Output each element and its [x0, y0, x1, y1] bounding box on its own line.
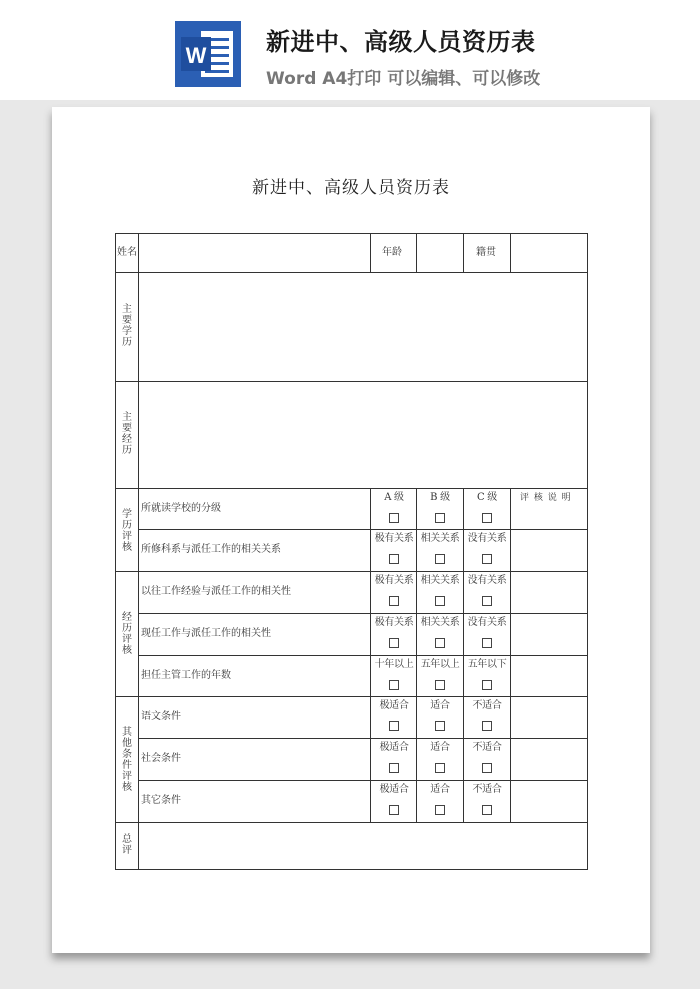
option-cell	[464, 741, 510, 773]
option-checkbox[interactable]	[435, 763, 445, 773]
age-field[interactable]	[417, 234, 463, 272]
option-cell	[371, 616, 417, 648]
summary-label: 总 评	[122, 834, 132, 856]
criterion-label: 语文条件	[141, 711, 181, 722]
exp-eval-label: 经 历 评 核	[122, 612, 132, 656]
option-label: A 级	[384, 492, 404, 503]
criterion-label: 所修科系与派任工作的相关关系	[141, 544, 281, 555]
option-cell	[464, 783, 510, 815]
document-title: 新进中、高级人员资历表	[252, 178, 450, 198]
option-cell	[417, 658, 463, 690]
option-cell	[464, 491, 510, 523]
option-label: 没有关系	[467, 533, 507, 544]
option-cell	[464, 532, 510, 564]
option-label: 不适合	[472, 784, 502, 795]
edu-eval-label: 学 历 评 核	[122, 509, 132, 553]
option-label: 极有关系	[374, 617, 414, 628]
page-title: 新进中、高级人员资历表	[266, 28, 536, 56]
option-label: 十年以上	[374, 659, 414, 670]
option-checkbox[interactable]	[389, 680, 399, 690]
option-cell	[464, 616, 510, 648]
option-checkbox[interactable]	[389, 554, 399, 564]
eval-note-label: 评 核 说 明	[520, 493, 572, 503]
education-label: 主 要 学 历	[122, 304, 132, 348]
option-label: 适合	[430, 784, 450, 795]
option-label: 适合	[430, 742, 450, 753]
option-checkbox[interactable]	[482, 721, 492, 731]
criterion-label: 担任主管工作的年数	[141, 670, 231, 681]
option-checkbox[interactable]	[482, 763, 492, 773]
option-cell	[464, 658, 510, 690]
option-checkbox[interactable]	[435, 596, 445, 606]
name-field[interactable]	[139, 234, 370, 272]
option-checkbox[interactable]	[389, 763, 399, 773]
option-cell	[417, 783, 463, 815]
origin-field[interactable]	[511, 234, 587, 272]
option-label: 极有关系	[374, 575, 414, 586]
option-checkbox[interactable]	[435, 638, 445, 648]
option-cell	[464, 699, 510, 731]
option-cell	[371, 741, 417, 773]
option-checkbox[interactable]	[482, 680, 492, 690]
criterion-label: 其它条件	[141, 795, 181, 806]
option-label: 极适合	[379, 784, 409, 795]
option-checkbox[interactable]	[435, 554, 445, 564]
option-checkbox[interactable]	[389, 805, 399, 815]
option-cell	[417, 616, 463, 648]
criterion-label: 以往工作经验与派任工作的相关性	[141, 586, 291, 597]
summary-field[interactable]	[139, 823, 587, 869]
age-label: 年龄	[382, 247, 402, 258]
option-label: 适合	[430, 700, 450, 711]
option-checkbox[interactable]	[389, 721, 399, 731]
education-field[interactable]	[139, 273, 587, 381]
option-label: 相关关系	[420, 617, 460, 628]
option-label: 没有关系	[467, 575, 507, 586]
option-label: 极有关系	[374, 533, 414, 544]
option-checkbox[interactable]	[435, 721, 445, 731]
option-cell	[417, 741, 463, 773]
word-icon	[175, 21, 241, 87]
origin-label: 籍贯	[476, 247, 496, 258]
option-checkbox[interactable]	[482, 638, 492, 648]
experience-field[interactable]	[139, 382, 587, 488]
option-checkbox[interactable]	[435, 805, 445, 815]
option-checkbox[interactable]	[389, 596, 399, 606]
page-subtitle: Word A4打印 可以编辑、可以修改	[266, 69, 541, 89]
option-cell	[371, 491, 417, 523]
criterion-label: 现任工作与派任工作的相关性	[141, 628, 271, 639]
option-label: B 级	[430, 492, 450, 503]
option-cell	[371, 783, 417, 815]
option-cell	[464, 574, 510, 606]
option-label: 没有关系	[467, 617, 507, 628]
experience-label: 主 要 经 历	[122, 412, 132, 456]
option-checkbox[interactable]	[482, 805, 492, 815]
name-label: 姓名	[117, 247, 137, 258]
option-cell	[371, 574, 417, 606]
option-checkbox[interactable]	[389, 513, 399, 523]
option-label: 不适合	[472, 700, 502, 711]
option-checkbox[interactable]	[482, 554, 492, 564]
criterion-label: 所就读学校的分级	[141, 503, 221, 514]
option-cell	[417, 699, 463, 731]
word-icon-letter: W	[185, 43, 207, 68]
option-label: 极适合	[379, 742, 409, 753]
option-label: 五年以上	[420, 659, 460, 670]
option-label: 不适合	[472, 742, 502, 753]
option-label: C 级	[477, 492, 497, 503]
option-checkbox[interactable]	[435, 680, 445, 690]
option-checkbox[interactable]	[389, 638, 399, 648]
option-cell	[371, 532, 417, 564]
option-checkbox[interactable]	[482, 513, 492, 523]
option-label: 极适合	[379, 700, 409, 711]
option-cell	[417, 491, 463, 523]
option-label: 相关关系	[420, 575, 460, 586]
option-checkbox[interactable]	[435, 513, 445, 523]
option-cell	[371, 699, 417, 731]
document-page	[52, 107, 650, 953]
option-cell	[417, 532, 463, 564]
option-label: 五年以下	[467, 659, 507, 670]
other-eval-label: 其 他 条 件 评 核	[122, 727, 132, 793]
criterion-label: 社会条件	[141, 753, 181, 764]
option-cell	[417, 574, 463, 606]
header-banner	[0, 0, 700, 100]
option-checkbox[interactable]	[482, 596, 492, 606]
option-label: 相关关系	[420, 533, 460, 544]
option-cell	[371, 658, 417, 690]
